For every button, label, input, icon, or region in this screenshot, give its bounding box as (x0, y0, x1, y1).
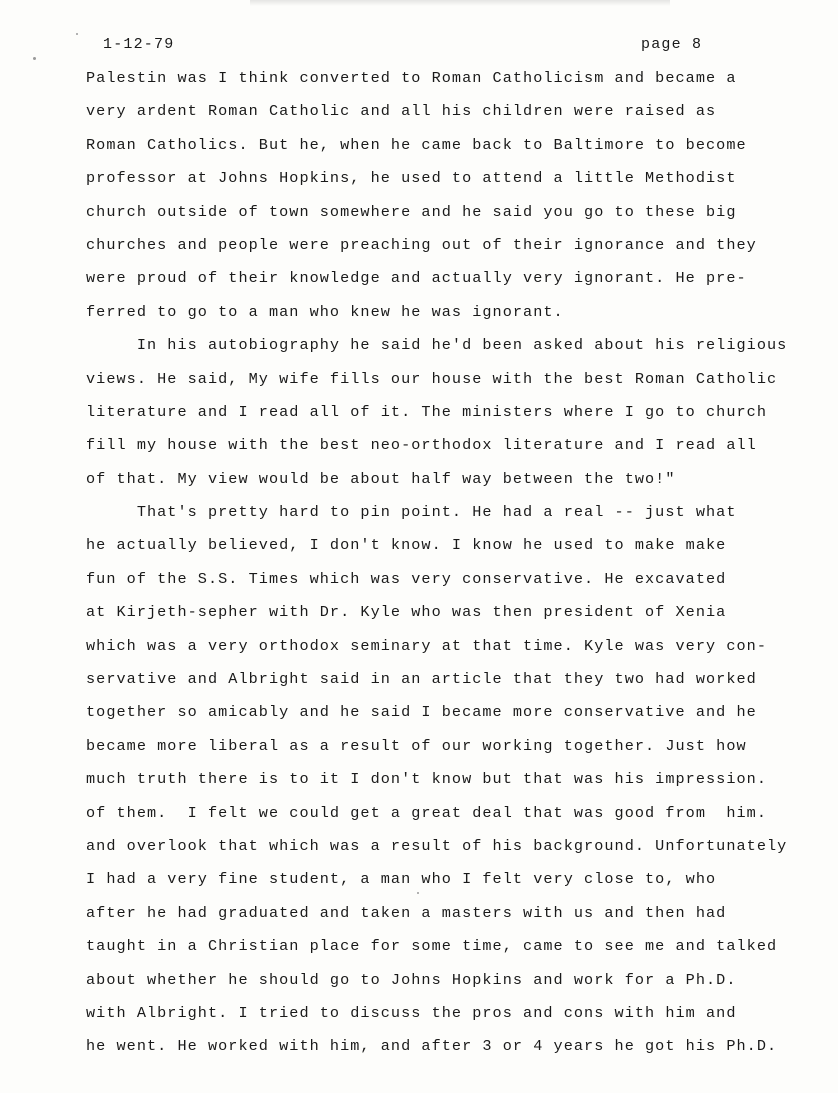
text-line: very ardent Roman Catholic and all his children were raised as (86, 102, 717, 121)
text-line: servative and Albright said in an article that they two had worked (86, 670, 757, 689)
text-line: ferred to go to a man who knew he was ignorant. (86, 302, 564, 321)
text-line: and overlook that which was a result of his background. Unfortunately (86, 836, 788, 855)
scan-speck (76, 33, 78, 35)
text-line: together so amicably and he said I became more conservative and he (86, 703, 757, 722)
text-line: he went. He worked with him, and after 3 or 4 years he got his Ph.D. (86, 1037, 778, 1056)
text-line: views. He said, My wife fills our house with the best Roman Catholic (86, 369, 778, 388)
page-number: page 8 (641, 36, 703, 53)
scan-smudge (250, 0, 670, 6)
text-line: fun of the S.S. Times which was very conservative. He excavated (86, 569, 727, 588)
page-date: 1-12-79 (103, 36, 175, 53)
text-line: of them. I felt we could get a great deal that was good from him. (86, 803, 767, 822)
text-line: about whether he should go to Johns Hopkins and work for a Ph.D. (86, 970, 737, 989)
paragraph-start-line: That's pretty hard to pin point. He had a real -- just what (86, 503, 737, 522)
text-line: churches and people were preaching out of their ignorance and they (86, 235, 757, 254)
text-line: fill my house with the best neo-orthodox literature and I read all (86, 436, 757, 455)
typed-body (86, 62, 826, 1064)
text-line: taught in a Christian place for some time, came to see me and talked (86, 937, 778, 956)
paragraph-start-line: In his autobiography he said he'd been asked about his religious (86, 336, 788, 355)
text-line: Roman Catholics. But he, when he came back to Baltimore to become (86, 135, 747, 154)
text-line: were proud of their knowledge and actually very ignorant. He pre- (86, 269, 747, 288)
text-line: at Kirjeth-sepher with Dr. Kyle who was then president of Xenia (86, 603, 727, 622)
text-line: with Albright. I tried to discuss the pros and cons with him and (86, 1003, 737, 1022)
text-line: became more liberal as a result of our working together. Just how (86, 736, 747, 755)
text-line: he actually believed, I don't know. I know he used to make make (86, 536, 727, 555)
text-line: literature and I read all of it. The ministers where I go to church (86, 402, 767, 421)
text-line: after he had graduated and taken a masters with us and then had (86, 903, 727, 922)
text-line: of that. My view would be about half way between the two!" (86, 469, 676, 488)
text-line: which was a very orthodox seminary at that time. Kyle was very con- (86, 636, 767, 655)
text-line: Palestin was I think converted to Roman Catholicism and became a (86, 69, 737, 87)
text-line: church outside of town somewhere and he said you go to these big (86, 202, 737, 221)
text-line: I had a very fine student, a man who I felt very close to, who (86, 870, 717, 889)
scan-speck (33, 57, 36, 60)
text-line: much truth there is to it I don't know but that was his impression. (86, 770, 767, 789)
text-line: professor at Johns Hopkins, he used to attend a little Methodist (86, 169, 737, 188)
